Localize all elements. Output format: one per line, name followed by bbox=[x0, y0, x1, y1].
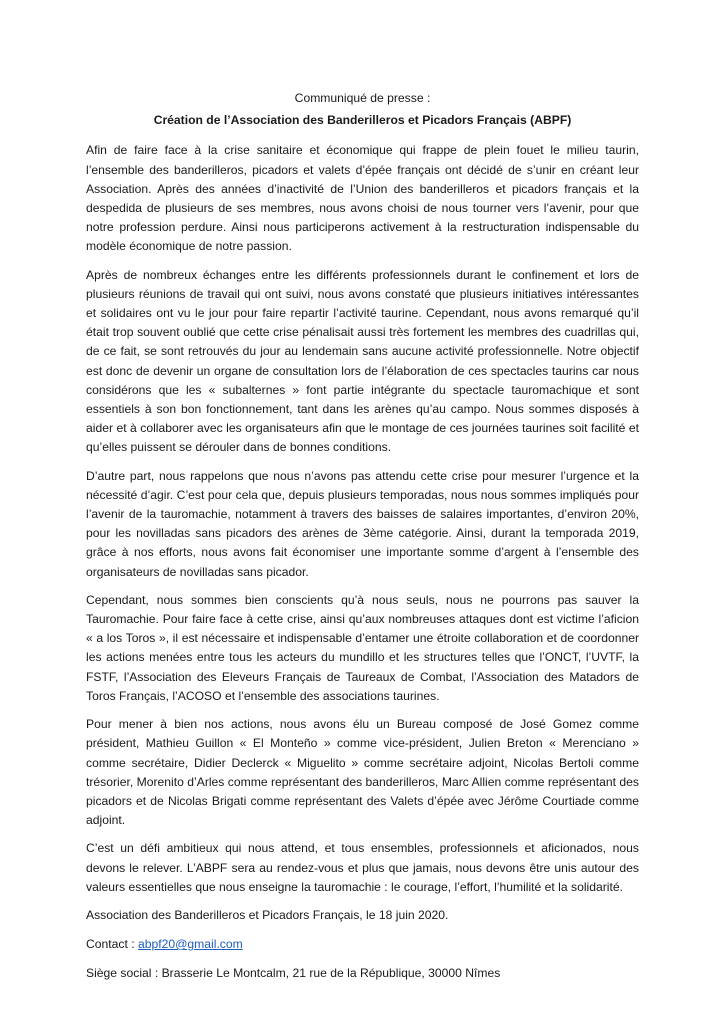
signature-line: Association des Banderilleros et Picadors Français, le 18 juin 2020. bbox=[86, 907, 449, 922]
paragraph-exchanges: Après de nombreux échanges entre les différents professionnels durant le confinement et lors de plusieurs réunions de travail qui ont suivi, nous avons constaté que plusieurs initiatives intéressantes et solidaires ont vu le jour pour faire repartir l’activité taurine. Cependant, nous avons remarqué qu’il était trop souvent oublié que cette crise pénalisait aussi très fortement les membres des cuadrillas qui, de ce fait, se sont retrouvés du jour au lendemain sans aucune activité professionnelle. Notre objectif est donc de devenir un organe de consultation lors de l’élaboration de ces spectacles taurins car nous considérons que les « subalternes » font partie intégrante du spectacle tauromachique et sont essentiels à son bon fonctionnement, tant dans les arènes qu’au campo. Nous sommes disposés à aider et à collaborer avec les organisateurs afin que le montage de ces journées taurines soit facilité et qu’elles puissent se dérouler dans de bonnes conditions. bbox=[86, 267, 639, 455]
paragraph-collaboration: Cependant, nous sommes bien conscients qu’à nous seuls, nous ne pourrons pas sauver la Tauromachie. Pour faire face à cette crise, ainsi qu’aux nombreuses attaques dont est victime l’aficion « a los Toros », il est nécessaire et indispensable d’entamer une étroite collaboration et de coordonner les actions menées entre tous les acteurs du mundillo et les structures telles que l’ONCT, l’UVTF, la FSTF, l’Association des Eleveurs Français de Taureaux de Combat, l’Association des Matadors de Toros Français, l’ACOSO et l’ensemble des associations taurines. bbox=[86, 592, 639, 703]
address-line: Siège social : Brasserie Le Montcalm, 21 rue de la République, 30000 Nîmes bbox=[86, 966, 501, 981]
paragraph-closing: C’est un défi ambitieux qui nous attend, et tous ensembles, professionnels et aficionados, nous devons le relever. L’ABPF sera au rendez-vous et plus que jamais, nous devons être unis autour des valeurs essentielles que nous enseigne la tauromachie : le courage, l’effort, l’humilité et la solidarité. bbox=[86, 841, 639, 894]
paragraph-intro: Afin de faire face à la crise sanitaire et économique qui frappe de plein fouet le milieu taurin, l’ensemble des banderilleros, picadors et valets d’épée français ont décidé de s’unir en créant leur Association. Après des années d’inactivité de l’Union des banderilleros et picadors français et la despedida de plusieurs de ses membres, nous avons choisi de nous tourner vers l’avenir, pour que notre profession perdure. Ainsi nous participerons activement à la restructuration indispensable du modèle économique de notre passion. bbox=[86, 143, 639, 254]
paragraph-bureau: Pour mener à bien nos actions, nous avons élu un Bureau composé de José Gomez comme président, Mathieu Guillon « El Monteño » comme vice-président, Julien Breton « Merenciano » comme secrétaire, Didier Declerck « Miguelito » comme secrétaire adjoint, Nicolas Bertoli comme trésorier, Morenito d’Arles comme représentant des banderilleros, Marc Allien comme représentant des picadors et de Nicolas Brigati comme représentant des Valets d’épée avec Jérôme Courtiade comme adjoint. bbox=[86, 717, 639, 828]
contact-line bbox=[86, 935, 639, 954]
document-body bbox=[86, 89, 639, 994]
contact-email-link[interactable]: abpf20@gmail.com bbox=[137, 937, 243, 952]
paragraph-urgency: D’autre part, nous rappelons que nous n’avons pas attendu cette crise pour mesurer l’urgence et la nécessité d’agir. C’est pour cela que, depuis plusieurs temporadas, nous nous sommes impliqués pour l’avenir de la tauromachie, notamment à travers des baisses de salaires importantes, d’environ 20%, pour les novilladas sans picadors des arènes de 3ème catégorie. Ainsi, durant la temporada 2019, grâce à nos efforts, nous avons fait économiser une importante somme d’argent à l’ensemble des organisateurs de novilladas sans picador. bbox=[86, 468, 639, 579]
contact-label: Contact : bbox=[86, 937, 138, 952]
document-title: Création de l’Association des Banderilleros et Picadors Français (ABPF) bbox=[153, 113, 572, 128]
document-header: Communiqué de presse : bbox=[294, 91, 431, 105]
